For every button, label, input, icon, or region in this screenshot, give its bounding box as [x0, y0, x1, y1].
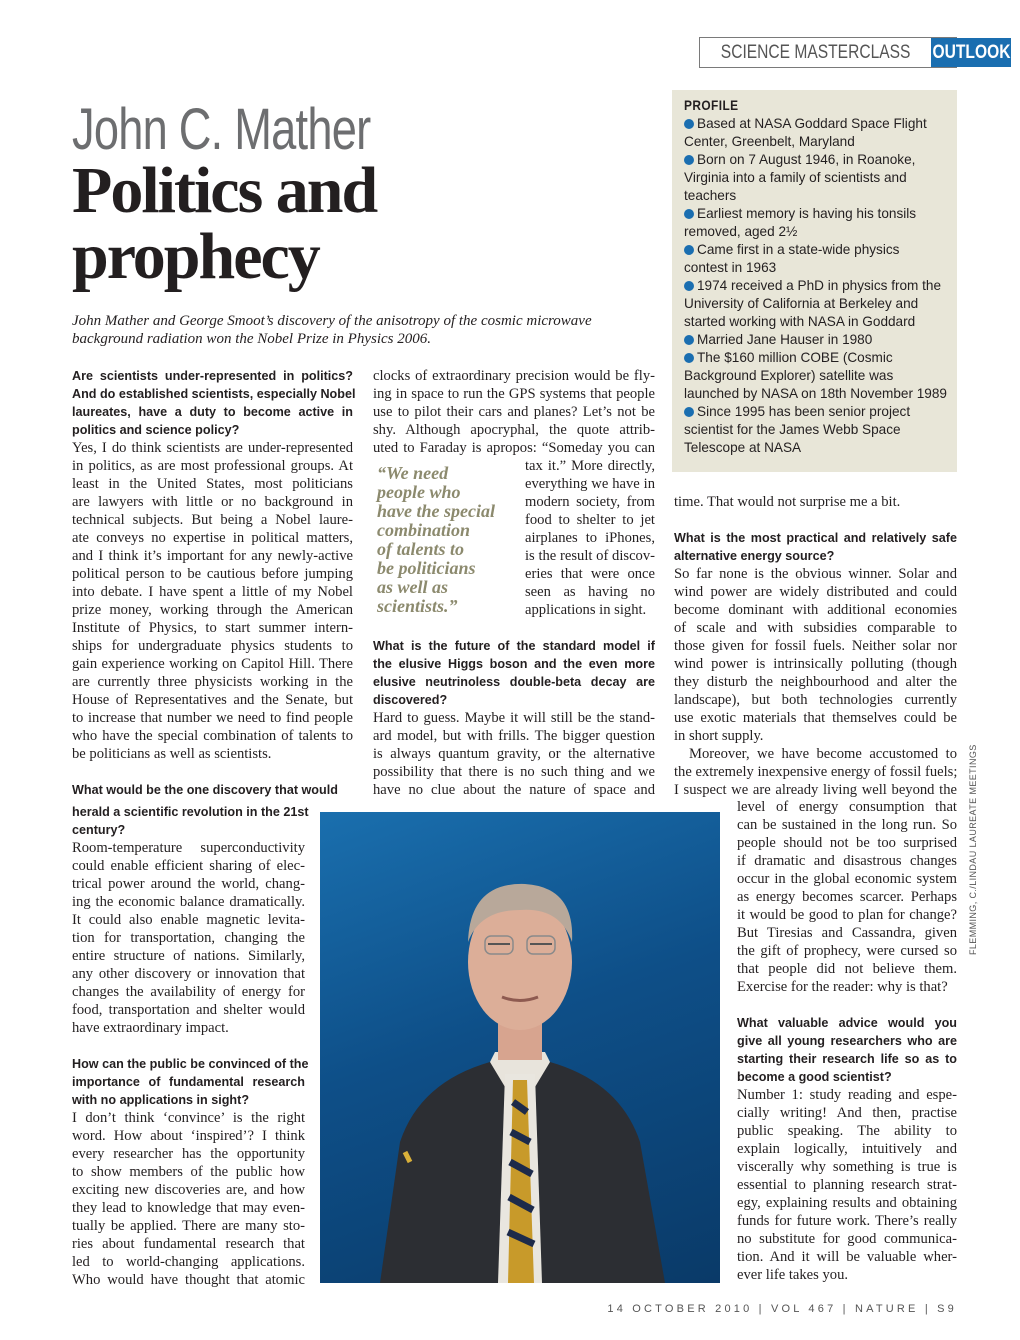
- profile-item-text: Since 1995 has been senior project scientist for the James Webb Space Telescope at NASA: [684, 404, 911, 455]
- portrait-photo: [320, 812, 720, 1283]
- profile-item-text: Earliest memory is having his tonsils removed, aged 2½: [684, 206, 917, 239]
- text-line: clocks of extraordinary precision would be fly-: [373, 368, 655, 384]
- text-line: could enable efficient sharing of elec-: [72, 858, 305, 874]
- text-line: public speaking. The ability to: [737, 1123, 957, 1139]
- text-line: funds for future work. There’s really: [737, 1213, 957, 1229]
- text-line: technical subjects. But being a Nobel laure-: [72, 512, 353, 528]
- question-heading: [72, 803, 309, 839]
- bullet-icon: [684, 155, 694, 165]
- answer-paragraph: [674, 745, 957, 799]
- text-line: starting their research life so as to: [737, 1052, 957, 1066]
- column-1-lower: [72, 803, 309, 1289]
- bullet-icon: [684, 353, 694, 363]
- text-line: What is the future of the standard model if: [373, 639, 655, 653]
- title-line: prophecy: [72, 220, 319, 293]
- text-line: the elusive Higgs boson and the even more: [373, 657, 655, 671]
- page-footer: 14 OCTOBER 2010 | VOL 467 | NATURE | S9: [607, 1303, 957, 1315]
- answer-paragraph: [737, 1086, 957, 1284]
- text-line: uted to Faraday is apropos: “Someday you can: [373, 440, 655, 456]
- question-heading: [674, 529, 957, 565]
- text-line: everything we have in: [525, 476, 655, 492]
- text-line: seen as having no: [525, 584, 655, 600]
- profile-item-text: Married Jane Hauser in 1980: [697, 332, 873, 347]
- text-line: time. That would not surprise me a bit.: [674, 494, 901, 510]
- text-line: politics and science policy?: [72, 423, 240, 437]
- text-line: tion. And it will be valuable wher-: [737, 1249, 957, 1265]
- outlook-tag: [931, 38, 1011, 67]
- text-line: use to pilot their cars and planes? Let’s not be: [373, 404, 655, 420]
- text-line: But Tiresias and Cassandra, given: [737, 925, 957, 941]
- text-line: that people did not believe them.: [737, 961, 957, 977]
- text-line: discovered?: [373, 693, 448, 707]
- photo-credit: FLEMMING, C./LINDAU LAUREATE MEETINGS: [968, 744, 978, 955]
- profile-item: [684, 349, 947, 403]
- text-line: are lawyers with little or no background in: [72, 494, 353, 510]
- text-line: Yes, I do think scientists are under-represented: [72, 440, 353, 456]
- text-line: gain experience working on Capitol Hill. There: [72, 656, 353, 672]
- text-line: What valuable advice would you: [737, 1016, 957, 1030]
- text-line: ing in space to run the GPS systems that people: [373, 386, 655, 402]
- bullet-icon: [684, 281, 694, 291]
- text-line: shy. Although apocryphal, the quote attrib-: [373, 422, 655, 438]
- text-line: become dominant with additional economies: [674, 602, 957, 618]
- pull-quote-line: “We need: [377, 463, 449, 483]
- text-line: it would be good to plan for change?: [737, 907, 957, 923]
- bullet-icon: [684, 245, 694, 255]
- outlook-tag-label: OUTLOOK: [932, 41, 1011, 63]
- text-line: they lead to knowledge that may even-: [72, 1200, 305, 1216]
- text-line: people should not be too surprised: [737, 835, 957, 851]
- answer-paragraph: [373, 709, 655, 799]
- answer-paragraph: [674, 493, 957, 511]
- text-line: Number 1: study reading and espe-: [737, 1087, 957, 1103]
- column-1: [72, 367, 356, 799]
- text-line: tax it.” More directly,: [525, 458, 655, 474]
- text-line: level of energy consumption that: [737, 799, 957, 815]
- text-line: And do established scientists, especially Nobel: [72, 387, 356, 401]
- standfirst-line: John Mather and George Smoot’s discovery of the anisotropy of the cosmic microwave: [72, 313, 592, 329]
- text-line: What is the most practical and relatively safe: [674, 531, 957, 545]
- text-line: use exotic materials that themselves could be: [674, 710, 957, 726]
- text-line: I don’t think ‘convince’ is the right: [72, 1110, 305, 1126]
- text-line: occur in the global economic system: [737, 871, 957, 887]
- column-3-lower: [737, 798, 957, 1284]
- answer-paragraph: [525, 457, 655, 619]
- column-2: [373, 367, 655, 457]
- profile-item-text: 1974 received a PhD in physics from the University of California at Berkeley and started working with NASA in Goddard: [684, 278, 942, 329]
- answer-paragraph: [737, 798, 957, 996]
- answer-paragraph: [72, 1109, 305, 1289]
- text-line: alternative energy source?: [674, 549, 835, 563]
- text-line: become a good scientist?: [737, 1070, 892, 1084]
- text-line: ard model, but with frills. The bigger question: [373, 728, 655, 744]
- text-line: Exercise for the reader: why is that?: [737, 979, 948, 995]
- spacer: [737, 996, 957, 1014]
- text-line: Institute of Physics, to start summer intern-: [72, 620, 353, 636]
- text-line: egy, explaining results and obtaining: [737, 1195, 957, 1211]
- text-line: landscape), but both technologies currently: [674, 692, 957, 708]
- profile-item-text: Came first in a state-wide physics contest in 1963: [684, 242, 900, 275]
- answer-paragraph: [72, 439, 353, 763]
- bullet-icon: [684, 335, 694, 345]
- profile-item: [684, 241, 947, 277]
- spacer: [674, 511, 957, 529]
- text-line: if dramatic and disastrous changes: [737, 853, 957, 869]
- text-line: political person to be cautious before jumping: [72, 566, 353, 582]
- profile-item-text: Based at NASA Goddard Space Flight Center, Greenbelt, Maryland: [684, 116, 927, 149]
- text-line: of scale and with subsidies comparable to: [674, 620, 957, 636]
- text-line: laureates, have a duty to become active in: [72, 405, 353, 419]
- text-line: those given for fossil fuels. Neither solar nor: [674, 638, 957, 654]
- text-line: Are scientists under-represented in politics?: [72, 369, 353, 383]
- answer-paragraph: [674, 565, 957, 745]
- text-line: they disturb the neighbourhood and alter the: [674, 674, 957, 690]
- text-line: airplanes to iPhones,: [525, 530, 655, 546]
- text-line: led to world-changing applications.: [72, 1254, 305, 1270]
- text-line: the gift of prophecy, were cursed so: [737, 943, 957, 959]
- section-label: SCIENCE MASTERCLASS: [720, 41, 911, 63]
- text-line: cially writing! And then, practise: [737, 1105, 957, 1121]
- text-line: word. How about ‘inspired’? I think: [72, 1128, 305, 1144]
- section-header: [699, 37, 1011, 68]
- text-line: have extraordinary impact.: [72, 1020, 229, 1036]
- text-line: ries about fundamental research that: [72, 1236, 305, 1252]
- text-line: no substitute for good communica-: [737, 1231, 957, 1247]
- pull-quote: [377, 464, 517, 616]
- column-2-lower: [373, 637, 655, 799]
- column-3: [674, 493, 957, 799]
- text-line: viscerally why something is true is: [737, 1159, 957, 1175]
- text-line: food to shelter to jet: [525, 512, 655, 528]
- bullet-icon: [684, 119, 694, 129]
- spacer: [72, 763, 353, 781]
- text-line: herald a scientific revolution in the 21st: [72, 805, 309, 819]
- text-line: century?: [72, 823, 126, 837]
- pull-quote-line: scientists.”: [377, 596, 458, 616]
- text-line: possibility that there is no such thing and we: [373, 764, 655, 780]
- text-line: It could also enable magnetic levita-: [72, 912, 305, 928]
- column-2-wrap: [525, 457, 655, 619]
- text-line: changes the availability of energy for: [72, 984, 305, 1000]
- text-line: any other discovery or innovation that: [72, 966, 305, 982]
- title-line: Politics and: [72, 154, 377, 227]
- bullet-icon: [684, 209, 694, 219]
- text-line: in politics, as are most professional groups. At: [72, 458, 353, 474]
- question-heading: [72, 367, 356, 439]
- text-line: with no applications in sight?: [72, 1093, 250, 1107]
- profile-item: [684, 331, 947, 349]
- text-line: tually be applied. There are many sto-: [72, 1218, 305, 1234]
- text-line: essential to planning research strat-: [737, 1177, 957, 1193]
- text-line: and I think it’s important for any newly-active: [72, 548, 353, 564]
- text-line: food, transportation and shelter would: [72, 1002, 305, 1018]
- text-line: Hard to guess. Maybe it will still be the stand-: [373, 710, 655, 726]
- text-line: importance of fundamental research: [72, 1075, 305, 1089]
- bullet-icon: [684, 407, 694, 417]
- profile-item: [684, 115, 947, 151]
- text-line: entire structure of nations. Similarly,: [72, 948, 305, 964]
- text-line: give all young researchers who are: [737, 1034, 957, 1048]
- profile-heading: PROFILE: [684, 97, 739, 113]
- profile-item-text: Born on 7 August 1946, in Roanoke, Virginia into a family of scientists and teachers: [684, 152, 916, 203]
- profile-item: [684, 151, 947, 205]
- answer-paragraph: [72, 839, 305, 1037]
- text-line: have no clue about the nature of space and: [373, 782, 655, 798]
- text-line: is always quantum gravity, or the alternative: [373, 746, 655, 762]
- text-line: wind power are widely distributed and could: [674, 584, 957, 600]
- text-line: Who would have thought that atomic: [72, 1272, 305, 1288]
- text-line: Moreover, we have become accustomed to: [689, 746, 957, 762]
- pull-quote-line: people who: [377, 482, 461, 502]
- spacer: [72, 1037, 305, 1055]
- text-line: elusive neutrinoless double-beta decay are: [373, 675, 655, 689]
- text-line: eries that were once: [525, 566, 655, 582]
- text-line: every researcher has the opportunity: [72, 1146, 305, 1162]
- text-line: are currently three physicists working in the: [72, 674, 353, 690]
- text-line: ing the economic balance dramatically.: [72, 894, 305, 910]
- portrait-illustration: [320, 812, 720, 1283]
- standfirst: [72, 312, 632, 348]
- text-line: who have the special combination of talents to: [72, 728, 353, 744]
- profile-box: [672, 90, 957, 472]
- text-line: least in the United States, most politicians: [72, 476, 353, 492]
- article-title: [72, 154, 377, 293]
- pull-quote-line: be politicians: [377, 558, 476, 578]
- text-line: ever life takes you.: [737, 1267, 849, 1283]
- profile-item-text: The $160 million COBE (Cosmic Background Explorer) satellite was launched by NASA on 18th November 1989: [684, 350, 947, 401]
- profile-item: [684, 205, 947, 241]
- text-line: as energy becomes scarcer. Perhaps: [737, 889, 957, 905]
- text-line: Room-temperature superconductivity: [72, 840, 305, 856]
- text-line: to increase that number we need to find people: [72, 710, 353, 726]
- text-line: ships for undergraduate physics students to: [72, 638, 353, 654]
- text-line: How can the public be convinced of the: [72, 1057, 309, 1071]
- profile-item: [684, 277, 947, 331]
- text-line: applications in sight.: [525, 602, 647, 618]
- pull-quote-line: of talents to: [377, 539, 465, 559]
- text-line: ate conveys no expertise in political matters,: [72, 530, 353, 546]
- text-line: I suspect we are already living well beyond the: [674, 782, 957, 798]
- question-heading: [72, 1055, 309, 1109]
- pull-quote-line: have the special: [377, 501, 495, 521]
- text-line: So far none is the obvious winner. Solar and: [674, 566, 957, 582]
- text-line: to show members of the public how: [72, 1164, 305, 1180]
- text-line: House of Representatives and the Senate, but: [72, 692, 353, 708]
- text-line: the extremely inexpensive energy of fossil fuels;: [674, 764, 958, 780]
- text-line: can be sustained in the long run. So: [737, 817, 957, 833]
- text-line: in short supply.: [674, 728, 764, 744]
- author-name: John C. Mather: [72, 97, 371, 162]
- text-line: modern society, from: [525, 494, 655, 510]
- text-line: is the result of discov-: [525, 548, 655, 564]
- text-line: trical power around the world, chang-: [72, 876, 305, 892]
- standfirst-line: background radiation won the Nobel Prize in Physics 2006.: [72, 331, 431, 347]
- question-heading: [737, 1014, 957, 1086]
- text-line: explain logically, intuitively and: [737, 1141, 957, 1157]
- answer-paragraph: [373, 367, 655, 457]
- pull-quote-line: combination: [377, 520, 471, 540]
- question-heading: [72, 781, 353, 799]
- text-line: prize money, working through the American: [72, 602, 353, 618]
- text-line: wind power is intrinsically polluting (though: [674, 656, 957, 672]
- question-heading: [373, 637, 655, 709]
- text-line: tion for transportation, changing the: [72, 930, 305, 946]
- text-line: be politicians as well as scientists.: [72, 746, 272, 762]
- text-line: exciting new discoveries are, and how: [72, 1182, 305, 1198]
- text-line: What would be the one discovery that would: [72, 783, 338, 797]
- pull-quote-line: as well as: [377, 577, 449, 597]
- profile-item: [684, 403, 947, 457]
- text-line: into debate. I have spent a little of my Nobel: [72, 584, 353, 600]
